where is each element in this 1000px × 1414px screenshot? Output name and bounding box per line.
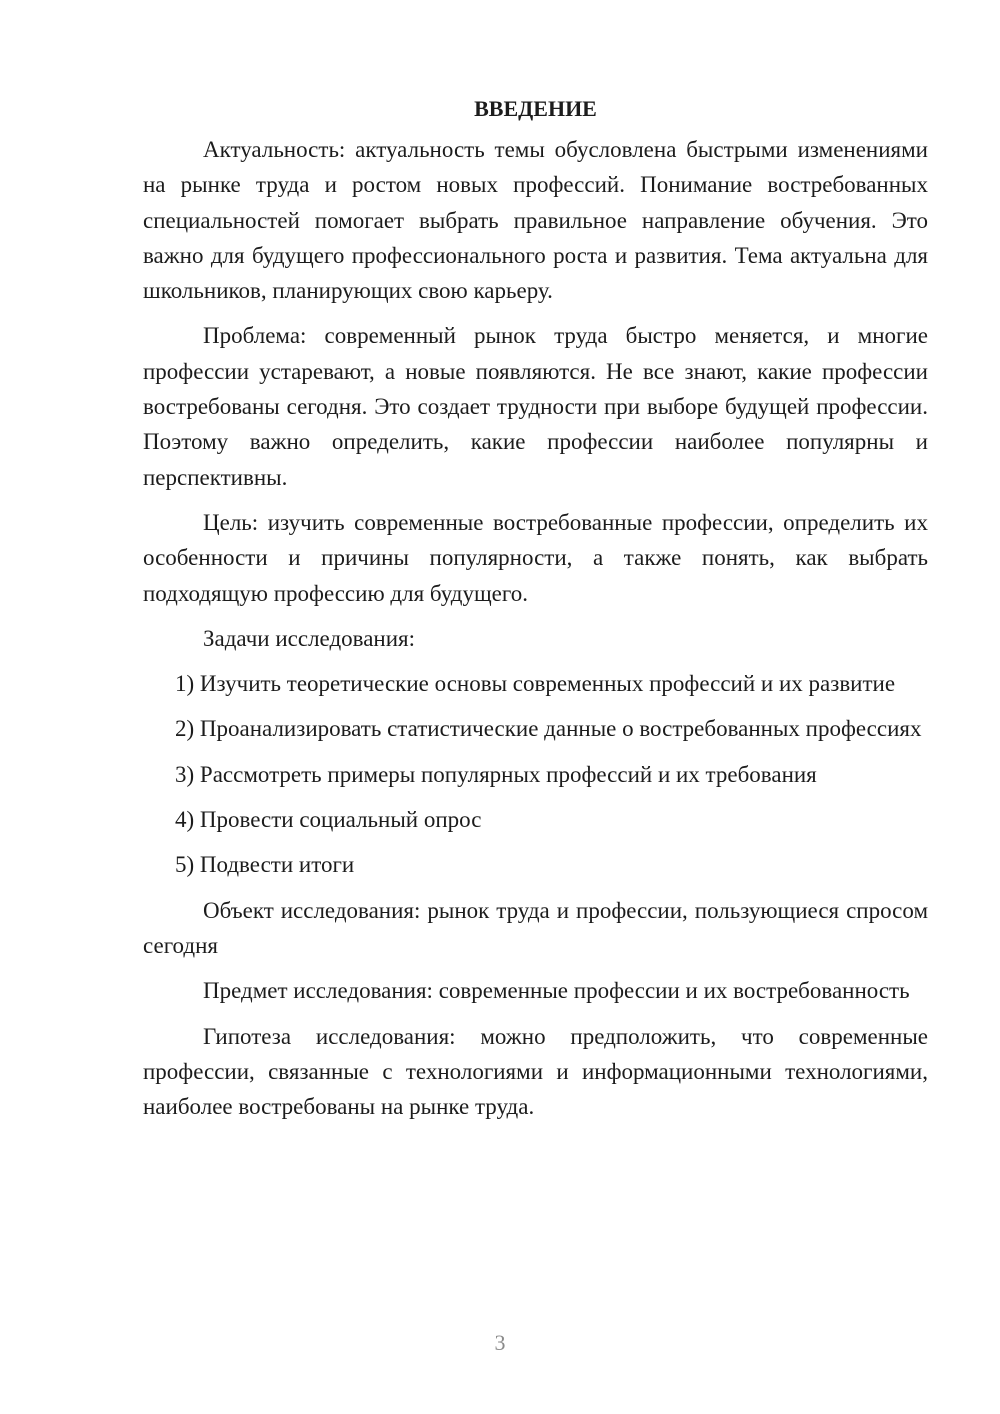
subject-paragraph: Предмет исследования: современные профессии и их востребованность xyxy=(203,978,910,1004)
task-item: 1) Изучить теоретические основы современных профессий и их развитие xyxy=(175,671,896,697)
tasks-heading: Задачи исследования: xyxy=(203,625,416,651)
object-paragraph: Объект исследования: рынок труда и профессии, пользующиеся спросом сегодня xyxy=(143,897,928,958)
problem-paragraph: Проблема: современный рынок труда быстро меняется, и многие профессии устаревают, а новые появляются. Не все знают, какие профессии востребованы сегодня. Это создает трудности при выборе будущей профессии. Поэтому важно определить, какие профессии наиболее популярны и перспективны. xyxy=(143,323,928,490)
relevance-paragraph: Актуальность: актуальность темы обусловлена быстрыми изменениями на рынке труда и ростом новых профессий. Понимание востребованных специальностей помогает выбрать правильное направление обучения. Это важно для будущего профессионального роста и развития. Тема актуальна для школьников, планирующих свою карьеру. xyxy=(143,137,928,304)
page-content xyxy=(143,92,928,1134)
task-item: 2) Проанализировать статистические данные о востребованных профессиях xyxy=(175,716,922,742)
section-title: ВВЕДЕНИЕ xyxy=(474,96,597,121)
hypothesis-paragraph: Гипотеза исследования: можно предположить, что современные профессии, связанные с технологиями и информационными технологиями, наиболее востребованы на рынке труда. xyxy=(143,1023,928,1120)
goal-paragraph: Цель: изучить современные востребованные профессии, определить их особенности и причины популярности, а также понять, как выбрать подходящую профессию для будущего. xyxy=(143,509,928,606)
task-item: 4) Провести социальный опрос xyxy=(175,807,482,833)
task-item: 3) Рассмотреть примеры популярных профессий и их требования xyxy=(175,761,817,787)
page-number: 3 xyxy=(494,1330,506,1355)
task-item: 5) Подвести итоги xyxy=(175,852,355,878)
